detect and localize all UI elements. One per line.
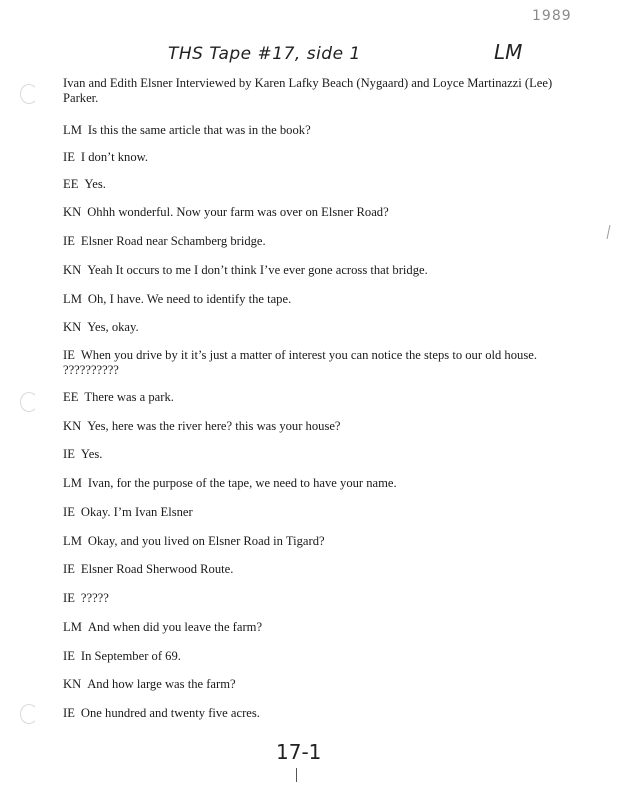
utterance: ????? — [80, 591, 109, 605]
speaker-label: LM — [63, 476, 82, 490]
stray-mark — [607, 225, 611, 239]
transcript-line — [63, 534, 583, 549]
transcript-line — [63, 177, 583, 192]
utterance: Elsner Road near Schamberg bridge. — [80, 234, 266, 248]
speaker-label: EE — [63, 177, 79, 191]
speaker-label: IE — [63, 447, 75, 461]
utterance: I don’t know. — [80, 150, 149, 164]
utterance: Is this the same article that was in the book? — [87, 123, 311, 137]
transcript-line — [63, 150, 583, 165]
transcript-line — [63, 292, 583, 307]
utterance: Yes, here was the river here? this was your house? — [87, 419, 341, 433]
utterance: Yes. — [80, 447, 103, 461]
transcript-line — [63, 419, 583, 434]
speaker-label: KN — [63, 419, 82, 433]
transcript-line — [63, 447, 583, 462]
transcript-line — [63, 677, 583, 692]
transcript-line — [63, 562, 583, 577]
handwritten-year: 1989 — [532, 8, 572, 24]
utterance-continuation: ?????????? — [63, 363, 119, 377]
utterance: Ivan, for the purpose of the tape, we need to have your name. — [87, 476, 397, 490]
transcript-line — [63, 505, 583, 520]
transcript-line — [63, 591, 583, 606]
transcript-line — [63, 348, 583, 378]
speaker-label: KN — [63, 205, 82, 219]
utterance: There was a park. — [84, 390, 174, 404]
transcript-line — [63, 649, 583, 664]
utterance: And when did you leave the farm? — [87, 620, 263, 634]
speaker-label: LM — [63, 620, 82, 634]
speaker-label: IE — [63, 562, 75, 576]
utterance: Okay, and you lived on Elsner Road in Tigard? — [87, 534, 325, 548]
utterance: Ohhh wonderful. Now your farm was over on Elsner Road? — [87, 205, 389, 219]
speaker-label: IE — [63, 649, 75, 663]
speaker-label: IE — [63, 234, 75, 248]
handwritten-initials: LM — [494, 40, 523, 64]
intro-line: Parker. — [63, 91, 99, 105]
speaker-label: LM — [63, 534, 82, 548]
punch-hole — [20, 704, 38, 724]
utterance: When you drive by it it’s just a matter of interest you can notice the steps to our old house. — [80, 348, 537, 362]
speaker-label: IE — [63, 706, 75, 720]
speaker-label: EE — [63, 390, 79, 404]
utterance: And how large was the farm? — [87, 677, 236, 691]
transcript-line — [63, 234, 583, 249]
utterance: Yes, okay. — [87, 320, 139, 334]
speaker-label: KN — [63, 320, 82, 334]
transcript-line — [63, 706, 583, 721]
handwritten-tape-label: THS Tape #17, side 1 — [168, 44, 361, 64]
speaker-label: IE — [63, 505, 75, 519]
stray-mark — [296, 768, 297, 782]
utterance: Oh, I have. We need to identify the tape. — [87, 292, 292, 306]
transcript-line — [63, 476, 583, 491]
transcript-line — [63, 205, 583, 220]
speaker-label: IE — [63, 150, 75, 164]
speaker-label: IE — [63, 591, 75, 605]
utterance: Okay. I’m Ivan Elsner — [80, 505, 193, 519]
utterance: In September of 69. — [80, 649, 181, 663]
utterance: Yeah It occurs to me I don’t think I’ve ever gone across that bridge. — [87, 263, 428, 277]
utterance: Elsner Road Sherwood Route. — [80, 562, 234, 576]
speaker-label: LM — [63, 292, 82, 306]
speaker-label: KN — [63, 677, 82, 691]
transcript-line — [63, 123, 583, 138]
speaker-label: IE — [63, 348, 75, 362]
transcript-line — [63, 263, 583, 278]
punch-hole — [20, 84, 38, 104]
intro-line: Ivan and Edith Elsner Interviewed by Karen Lafky Beach (Nygaard) and Loyce Martinazzi (Lee) — [63, 76, 553, 90]
transcript-line — [63, 320, 583, 335]
transcript-line — [63, 620, 583, 635]
utterance: One hundred and twenty five acres. — [80, 706, 260, 720]
punch-hole — [20, 392, 38, 412]
speaker-label: LM — [63, 123, 82, 137]
handwritten-page-number: 17-1 — [276, 740, 322, 764]
transcript-line — [63, 390, 583, 405]
intro-heading — [63, 76, 583, 106]
utterance: Yes. — [84, 177, 106, 191]
speaker-label: KN — [63, 263, 82, 277]
